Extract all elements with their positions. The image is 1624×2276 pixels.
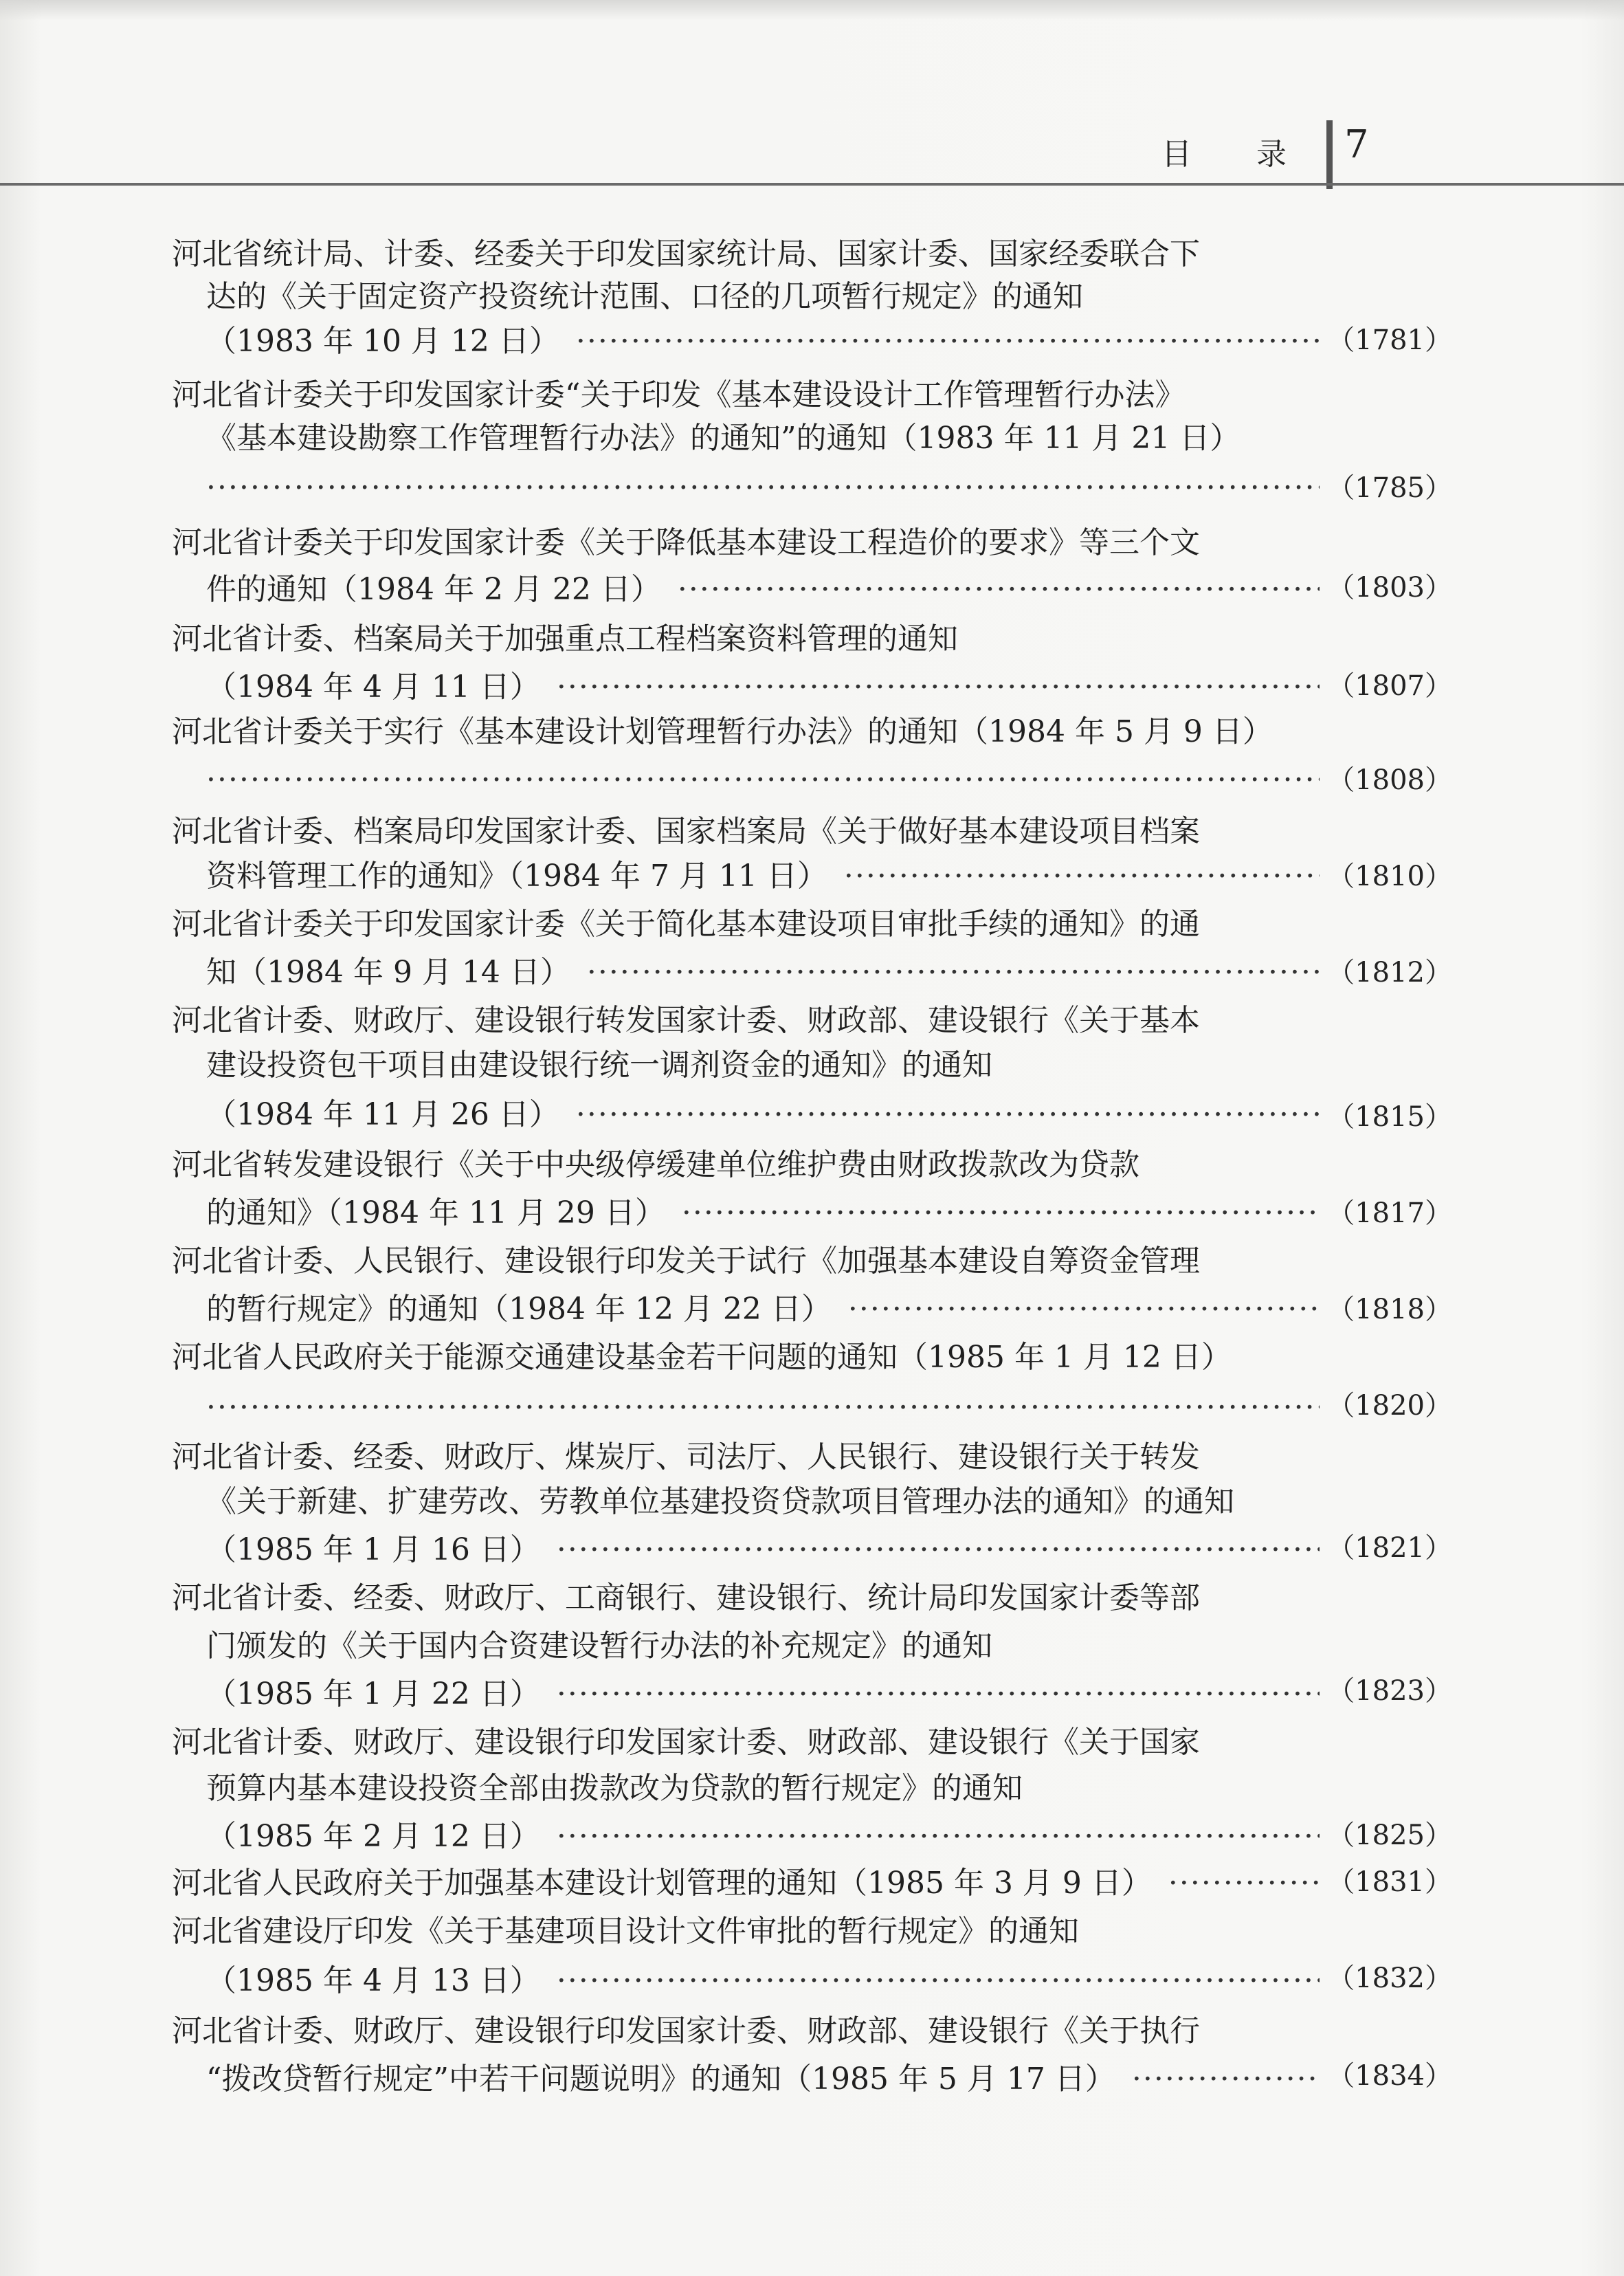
toc-entry-line bbox=[0, 1145, 1624, 1186]
toc-entry-line bbox=[0, 1337, 1624, 1378]
toc-entry-line bbox=[0, 522, 1624, 564]
toc-entry-text: 河北省计委关于实行《基本建设计划管理暂行办法》的通知（1984 年 5 月 9 日） bbox=[172, 714, 1273, 749]
toc-entry-line bbox=[0, 1722, 1624, 1763]
toc-entry-text: 河北省计委关于印发国家计委《关于简化基本建设项目审批手续的通知》的通 bbox=[172, 907, 1200, 942]
toc-entry-line bbox=[0, 375, 1624, 416]
toc-entry-text: 河北省计委、档案局关于加强重点工程档案资料管理的通知 bbox=[172, 621, 958, 656]
toc-page-line bbox=[0, 567, 1624, 608]
toc-entry-line bbox=[0, 1626, 1624, 1667]
toc-entry-text: 河北省建设厅印发《关于基建项目设计文件审批的暂行规定》的通知 bbox=[172, 1914, 1079, 1949]
toc-entry-text: 河北省计委、经委、财政厅、工商银行、建设银行、统计局印发国家计委等部 bbox=[172, 1580, 1200, 1615]
toc-page-line bbox=[0, 665, 1624, 707]
toc-page-line bbox=[0, 1096, 1624, 1138]
toc-page-number: （1818） bbox=[1327, 1294, 1452, 1325]
toc-entry-text: 河北省人民政府关于能源交通建设基金若干问题的通知（1985 年 1 月 12 日） bbox=[172, 1340, 1232, 1375]
toc-entry-text: 河北省计委、档案局印发国家计委、国家档案局《关于做好基本建设项目档案 bbox=[172, 814, 1200, 849]
toc-entry-line bbox=[0, 1768, 1624, 1809]
scan-shadow bbox=[0, 0, 1624, 21]
toc-entry-text: 的暂行规定》的通知（1984 年 12 月 22 日） bbox=[206, 1292, 832, 1327]
toc-entry-line bbox=[0, 234, 1624, 275]
toc-entry-text: 资料管理工作的通知》（1984 年 7 月 11 日） bbox=[206, 859, 827, 894]
toc-entry-text: （1983 年 10 月 12 日） bbox=[206, 324, 559, 359]
toc-entry-text: 河北省人民政府关于加强基本建设计划管理的通知（1985 年 3 月 9 日） bbox=[172, 1866, 1152, 1901]
toc-entry-line bbox=[0, 904, 1624, 945]
toc-entry-line bbox=[0, 418, 1624, 459]
toc-page-line bbox=[0, 760, 1624, 801]
toc-entry-text: 河北省计委、财政厅、建设银行转发国家计委、财政部、建设银行《关于基本 bbox=[172, 1003, 1200, 1038]
toc-entry-text: （1985 年 2 月 12 日） bbox=[206, 1819, 540, 1854]
header-rule bbox=[0, 183, 1624, 186]
toc-entry-text: 河北省计委、财政厅、建设银行印发国家计委、财政部、建设银行《关于执行 bbox=[172, 2013, 1200, 2048]
toc-entry-line bbox=[0, 1911, 1624, 1952]
toc-entry-text: （1984 年 11 月 26 日） bbox=[206, 1097, 559, 1132]
toc-page-number: （1808） bbox=[1327, 764, 1452, 796]
toc-page-number: （1810） bbox=[1327, 861, 1452, 892]
toc-entry-text: 《关于新建、扩建劳改、劳教单位基建投资贷款项目管理办法的通知》的通知 bbox=[206, 1484, 1234, 1519]
toc-page-line bbox=[0, 856, 1624, 897]
toc-entry-text: 河北省计委关于印发国家计委“关于印发《基本建设设计工作管理暂行办法》 bbox=[172, 377, 1186, 412]
toc-page-number: （1821） bbox=[1327, 1532, 1452, 1564]
toc-page-line bbox=[0, 1958, 1624, 1999]
toc-page-number: （1832） bbox=[1327, 1963, 1452, 1994]
toc-page-number: （1815） bbox=[1327, 1101, 1452, 1133]
toc-page-line bbox=[0, 1815, 1624, 1856]
toc-entry-text: 河北省计委关于印发国家计委《关于降低基本建设工程造价的要求》等三个文 bbox=[172, 525, 1200, 560]
toc-page-number: （1807） bbox=[1327, 670, 1452, 702]
toc-entry-line bbox=[0, 1045, 1624, 1086]
toc-entry-text: （1984 年 4 月 11 日） bbox=[206, 670, 540, 705]
toc-page-number: （1785） bbox=[1327, 472, 1452, 504]
toc-entry-text: 《基本建设勘察工作管理暂行办法》的通知”的通知（1983 年 11 月 21 日） bbox=[206, 421, 1241, 456]
toc-page-number: （1825） bbox=[1327, 1820, 1452, 1851]
toc-entry-text: 河北省计委、人民银行、建设银行印发关于试行《加强基本建设自筹资金管理 bbox=[172, 1244, 1200, 1279]
toc-entry-text: （1985 年 1 月 16 日） bbox=[206, 1532, 540, 1567]
toc-entry-text: “拨改贷暂行规定”中若干问题说明》的通知（1985 年 5 月 17 日） bbox=[206, 2062, 1115, 2097]
toc-entry-line bbox=[0, 2011, 1624, 2052]
toc-entry-text: 预算内基本建设投资全部由拨款改为贷款的暂行规定》的通知 bbox=[206, 1771, 1023, 1806]
toc-entry-line bbox=[0, 711, 1624, 753]
toc-entry-line bbox=[0, 276, 1624, 318]
toc-page-line bbox=[0, 320, 1624, 361]
toc-entry-text: 河北省转发建设银行《关于中央级停缓建单位维护费由财政拨款改为贷款 bbox=[172, 1147, 1139, 1182]
toc-page-line bbox=[0, 1861, 1624, 1903]
toc-entry-text: （1985 年 4 月 13 日） bbox=[206, 1963, 540, 1998]
toc-page-line bbox=[0, 1527, 1624, 1569]
toc-page-number: （1823） bbox=[1327, 1675, 1452, 1707]
toc-entry-line bbox=[0, 619, 1624, 660]
header-title: 目 录 bbox=[1161, 137, 1314, 172]
toc-page-line bbox=[0, 1289, 1624, 1330]
toc-entry-text: （1985 年 1 月 22 日） bbox=[206, 1677, 540, 1712]
toc-page-number: （1831） bbox=[1327, 1866, 1452, 1898]
toc-page-line bbox=[0, 1385, 1624, 1426]
toc-entry-text: 河北省计委、财政厅、建设银行印发国家计委、财政部、建设银行《关于国家 bbox=[172, 1725, 1200, 1760]
header-page-number: 7 bbox=[1344, 122, 1369, 167]
toc-page-line bbox=[0, 467, 1624, 509]
toc-page-line bbox=[0, 2055, 1624, 2097]
toc-page-line bbox=[0, 1670, 1624, 1712]
toc-entry-text: 件的通知（1984 年 2 月 22 日） bbox=[206, 572, 661, 607]
toc-entry-line bbox=[0, 1578, 1624, 1619]
toc-entry-line bbox=[0, 1000, 1624, 1041]
toc-entry-line bbox=[0, 1481, 1624, 1523]
toc-entry-text: 门颁发的《关于国内合资建设暂行办法的补充规定》的通知 bbox=[206, 1628, 992, 1664]
toc-entry-line bbox=[0, 1241, 1624, 1282]
toc-page-number: （1834） bbox=[1327, 2060, 1452, 2092]
toc-entry-line bbox=[0, 1437, 1624, 1478]
toc-entry-text: 的通知》（1984 年 11 月 29 日） bbox=[206, 1195, 665, 1230]
toc-entry-text: 河北省统计局、计委、经委关于印发国家统计局、国家计委、国家经委联合下 bbox=[172, 236, 1200, 272]
toc-entry-line bbox=[0, 811, 1624, 852]
toc-page-number: （1803） bbox=[1327, 572, 1452, 604]
toc-entry-text: 知（1984 年 9 月 14 日） bbox=[206, 955, 570, 990]
toc-entry-text: 达的《关于固定资产投资统计范围、口径的几项暂行规定》的通知 bbox=[206, 279, 1083, 314]
toc-page-number: （1820） bbox=[1327, 1390, 1452, 1422]
toc-page-number: （1781） bbox=[1327, 324, 1452, 356]
toc-page-number: （1812） bbox=[1327, 957, 1452, 988]
toc-page-number: （1817） bbox=[1327, 1197, 1452, 1229]
toc-entry-text: 建设投资包干项目由建设银行统一调剂资金的通知》的通知 bbox=[206, 1048, 992, 1083]
toc-page-line bbox=[0, 952, 1624, 993]
toc-entry-text: 河北省计委、经委、财政厅、煤炭厅、司法厅、人民银行、建设银行关于转发 bbox=[172, 1439, 1200, 1474]
header-divider bbox=[1326, 120, 1333, 189]
toc-page-line bbox=[0, 1193, 1624, 1234]
